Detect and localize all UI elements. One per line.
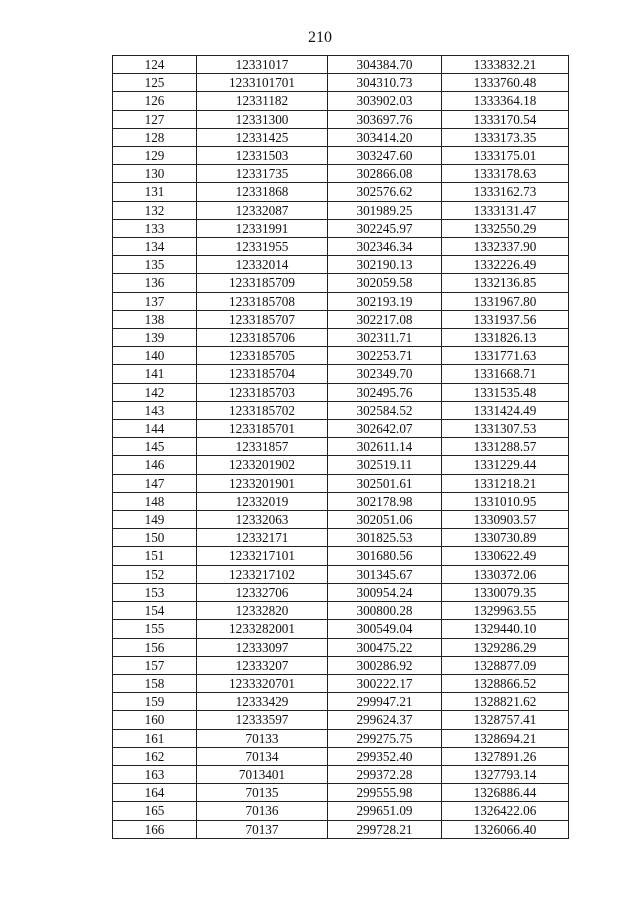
point-code-cell: 1233101701 — [197, 74, 328, 92]
y-coordinate-cell: 1328821.62 — [442, 693, 569, 711]
point-number-cell: 131 — [113, 183, 197, 201]
point-code-cell: 70133 — [197, 729, 328, 747]
x-coordinate-cell: 300954.24 — [328, 583, 442, 601]
point-number-cell: 144 — [113, 420, 197, 438]
x-coordinate-cell: 301825.53 — [328, 529, 442, 547]
point-number-cell: 143 — [113, 401, 197, 419]
table-row — [113, 401, 569, 419]
point-code-cell: 12331991 — [197, 219, 328, 237]
y-coordinate-cell: 1333364.18 — [442, 92, 569, 110]
point-number-cell: 134 — [113, 238, 197, 256]
y-coordinate-cell: 1331288.57 — [442, 438, 569, 456]
y-coordinate-cell: 1327891.26 — [442, 747, 569, 765]
table-row — [113, 547, 569, 565]
point-number-cell: 137 — [113, 292, 197, 310]
x-coordinate-cell: 300222.17 — [328, 674, 442, 692]
point-code-cell: 70137 — [197, 820, 328, 838]
table-row — [113, 365, 569, 383]
y-coordinate-cell: 1331424.49 — [442, 401, 569, 419]
point-number-cell: 161 — [113, 729, 197, 747]
point-number-cell: 158 — [113, 674, 197, 692]
table-row — [113, 256, 569, 274]
y-coordinate-cell: 1330079.35 — [442, 583, 569, 601]
point-code-cell: 12332706 — [197, 583, 328, 601]
y-coordinate-cell: 1331771.63 — [442, 347, 569, 365]
x-coordinate-cell: 300286.92 — [328, 656, 442, 674]
point-code-cell: 12333429 — [197, 693, 328, 711]
point-number-cell: 142 — [113, 383, 197, 401]
x-coordinate-cell: 302253.71 — [328, 347, 442, 365]
point-code-cell: 12332820 — [197, 602, 328, 620]
point-code-cell: 12333597 — [197, 711, 328, 729]
y-coordinate-cell: 1333832.21 — [442, 56, 569, 74]
point-number-cell: 132 — [113, 201, 197, 219]
point-number-cell: 140 — [113, 347, 197, 365]
point-code-cell: 1233185704 — [197, 365, 328, 383]
point-code-cell: 12333207 — [197, 656, 328, 674]
x-coordinate-cell: 299624.37 — [328, 711, 442, 729]
y-coordinate-cell: 1330730.89 — [442, 529, 569, 547]
point-code-cell: 1233217101 — [197, 547, 328, 565]
point-code-cell: 1233282001 — [197, 620, 328, 638]
table-row — [113, 529, 569, 547]
table-row — [113, 165, 569, 183]
point-number-cell: 146 — [113, 456, 197, 474]
x-coordinate-cell: 299352.40 — [328, 747, 442, 765]
x-coordinate-cell: 300549.04 — [328, 620, 442, 638]
point-number-cell: 165 — [113, 802, 197, 820]
point-number-cell: 147 — [113, 474, 197, 492]
y-coordinate-cell: 1333173.35 — [442, 128, 569, 146]
table-row — [113, 147, 569, 165]
x-coordinate-cell: 304384.70 — [328, 56, 442, 74]
table-row — [113, 438, 569, 456]
x-coordinate-cell: 302642.07 — [328, 420, 442, 438]
table-row — [113, 784, 569, 802]
point-code-cell: 12332087 — [197, 201, 328, 219]
table-row — [113, 110, 569, 128]
table-row — [113, 74, 569, 92]
x-coordinate-cell: 304310.73 — [328, 74, 442, 92]
x-coordinate-cell: 302245.97 — [328, 219, 442, 237]
x-coordinate-cell: 302584.52 — [328, 401, 442, 419]
y-coordinate-cell: 1327793.14 — [442, 765, 569, 783]
page-number: 210 — [308, 29, 332, 46]
x-coordinate-cell: 302866.08 — [328, 165, 442, 183]
x-coordinate-cell: 303247.60 — [328, 147, 442, 165]
y-coordinate-cell: 1331668.71 — [442, 365, 569, 383]
point-number-cell: 127 — [113, 110, 197, 128]
y-coordinate-cell: 1331218.21 — [442, 474, 569, 492]
point-code-cell: 70136 — [197, 802, 328, 820]
point-code-cell: 1233201901 — [197, 474, 328, 492]
x-coordinate-cell: 299372.28 — [328, 765, 442, 783]
y-coordinate-cell: 1329963.55 — [442, 602, 569, 620]
table-row — [113, 474, 569, 492]
point-code-cell: 12331857 — [197, 438, 328, 456]
y-coordinate-cell: 1330622.49 — [442, 547, 569, 565]
y-coordinate-cell: 1329440.10 — [442, 620, 569, 638]
point-number-cell: 149 — [113, 511, 197, 529]
table-row — [113, 511, 569, 529]
point-code-cell: 12331017 — [197, 56, 328, 74]
table-row — [113, 802, 569, 820]
point-code-cell: 12332171 — [197, 529, 328, 547]
point-code-cell: 12332014 — [197, 256, 328, 274]
table-row — [113, 274, 569, 292]
point-number-cell: 136 — [113, 274, 197, 292]
table-row — [113, 183, 569, 201]
point-code-cell: 12331182 — [197, 92, 328, 110]
point-number-cell: 166 — [113, 820, 197, 838]
y-coordinate-cell: 1333162.73 — [442, 183, 569, 201]
table-row — [113, 347, 569, 365]
point-code-cell: 70134 — [197, 747, 328, 765]
point-number-cell: 159 — [113, 693, 197, 711]
point-number-cell: 148 — [113, 492, 197, 510]
x-coordinate-cell: 302576.62 — [328, 183, 442, 201]
y-coordinate-cell: 1330903.57 — [442, 511, 569, 529]
point-number-cell: 162 — [113, 747, 197, 765]
x-coordinate-cell: 300800.28 — [328, 602, 442, 620]
y-coordinate-cell: 1329286.29 — [442, 638, 569, 656]
table-row — [113, 693, 569, 711]
point-number-cell: 163 — [113, 765, 197, 783]
point-number-cell: 138 — [113, 310, 197, 328]
y-coordinate-cell: 1326422.06 — [442, 802, 569, 820]
y-coordinate-cell: 1333760.48 — [442, 74, 569, 92]
point-code-cell: 1233185706 — [197, 329, 328, 347]
point-number-cell: 164 — [113, 784, 197, 802]
table-row — [113, 765, 569, 783]
point-number-cell: 125 — [113, 74, 197, 92]
point-code-cell: 12333097 — [197, 638, 328, 656]
x-coordinate-cell: 301680.56 — [328, 547, 442, 565]
x-coordinate-cell: 302519.11 — [328, 456, 442, 474]
point-code-cell: 1233185707 — [197, 310, 328, 328]
point-number-cell: 129 — [113, 147, 197, 165]
point-number-cell: 124 — [113, 56, 197, 74]
table-row — [113, 674, 569, 692]
point-number-cell: 135 — [113, 256, 197, 274]
x-coordinate-cell: 299275.75 — [328, 729, 442, 747]
y-coordinate-cell: 1328694.21 — [442, 729, 569, 747]
y-coordinate-cell: 1333131.47 — [442, 201, 569, 219]
y-coordinate-cell: 1326066.40 — [442, 820, 569, 838]
point-code-cell: 70135 — [197, 784, 328, 802]
point-code-cell: 1233185708 — [197, 292, 328, 310]
x-coordinate-cell: 303414.20 — [328, 128, 442, 146]
table-row — [113, 820, 569, 838]
y-coordinate-cell: 1331826.13 — [442, 329, 569, 347]
x-coordinate-cell: 302349.70 — [328, 365, 442, 383]
table-row — [113, 638, 569, 656]
point-code-cell: 12331735 — [197, 165, 328, 183]
y-coordinate-cell: 1331307.53 — [442, 420, 569, 438]
point-number-cell: 157 — [113, 656, 197, 674]
point-number-cell: 154 — [113, 602, 197, 620]
x-coordinate-cell: 302190.13 — [328, 256, 442, 274]
x-coordinate-cell: 303697.76 — [328, 110, 442, 128]
table-body — [113, 56, 569, 839]
point-number-cell: 128 — [113, 128, 197, 146]
x-coordinate-cell: 302495.76 — [328, 383, 442, 401]
table-row — [113, 238, 569, 256]
y-coordinate-cell: 1326886.44 — [442, 784, 569, 802]
table-row — [113, 565, 569, 583]
table-row — [113, 456, 569, 474]
x-coordinate-cell: 302501.61 — [328, 474, 442, 492]
point-code-cell: 1233185709 — [197, 274, 328, 292]
table-row — [113, 583, 569, 601]
point-code-cell: 1233185703 — [197, 383, 328, 401]
table-row — [113, 310, 569, 328]
point-number-cell: 151 — [113, 547, 197, 565]
table-row — [113, 656, 569, 674]
x-coordinate-cell: 301345.67 — [328, 565, 442, 583]
point-code-cell: 12332019 — [197, 492, 328, 510]
y-coordinate-cell: 1331535.48 — [442, 383, 569, 401]
table-row — [113, 201, 569, 219]
y-coordinate-cell: 1332136.85 — [442, 274, 569, 292]
y-coordinate-cell: 1333170.54 — [442, 110, 569, 128]
y-coordinate-cell: 1332226.49 — [442, 256, 569, 274]
y-coordinate-cell: 1331937.56 — [442, 310, 569, 328]
x-coordinate-cell: 302217.08 — [328, 310, 442, 328]
point-number-cell: 155 — [113, 620, 197, 638]
x-coordinate-cell: 299651.09 — [328, 802, 442, 820]
point-number-cell: 133 — [113, 219, 197, 237]
point-code-cell: 12331425 — [197, 128, 328, 146]
point-number-cell: 150 — [113, 529, 197, 547]
table-row — [113, 56, 569, 74]
y-coordinate-cell: 1328866.52 — [442, 674, 569, 692]
point-number-cell: 139 — [113, 329, 197, 347]
point-number-cell: 156 — [113, 638, 197, 656]
x-coordinate-cell: 299947.21 — [328, 693, 442, 711]
point-number-cell: 153 — [113, 583, 197, 601]
point-number-cell: 160 — [113, 711, 197, 729]
point-code-cell: 12332063 — [197, 511, 328, 529]
y-coordinate-cell: 1328757.41 — [442, 711, 569, 729]
point-number-cell: 130 — [113, 165, 197, 183]
y-coordinate-cell: 1331010.95 — [442, 492, 569, 510]
table-row — [113, 711, 569, 729]
table-row — [113, 492, 569, 510]
x-coordinate-cell: 303902.03 — [328, 92, 442, 110]
point-number-cell: 152 — [113, 565, 197, 583]
table-row — [113, 747, 569, 765]
x-coordinate-cell: 302611.14 — [328, 438, 442, 456]
y-coordinate-cell: 1333178.63 — [442, 165, 569, 183]
coordinates-table — [112, 55, 569, 839]
y-coordinate-cell: 1331229.44 — [442, 456, 569, 474]
y-coordinate-cell: 1331967.80 — [442, 292, 569, 310]
point-code-cell: 12331955 — [197, 238, 328, 256]
table-row — [113, 92, 569, 110]
y-coordinate-cell: 1332550.29 — [442, 219, 569, 237]
point-number-cell: 126 — [113, 92, 197, 110]
table-row — [113, 383, 569, 401]
y-coordinate-cell: 1330372.06 — [442, 565, 569, 583]
y-coordinate-cell: 1328877.09 — [442, 656, 569, 674]
point-number-cell: 141 — [113, 365, 197, 383]
x-coordinate-cell: 302059.58 — [328, 274, 442, 292]
point-code-cell: 1233320701 — [197, 674, 328, 692]
table-row — [113, 620, 569, 638]
x-coordinate-cell: 302051.06 — [328, 511, 442, 529]
x-coordinate-cell: 302311.71 — [328, 329, 442, 347]
table-row — [113, 329, 569, 347]
point-code-cell: 1233185705 — [197, 347, 328, 365]
point-code-cell: 1233201902 — [197, 456, 328, 474]
y-coordinate-cell: 1333175.01 — [442, 147, 569, 165]
y-coordinate-cell: 1332337.90 — [442, 238, 569, 256]
table-row — [113, 128, 569, 146]
point-code-cell: 12331300 — [197, 110, 328, 128]
x-coordinate-cell: 299555.98 — [328, 784, 442, 802]
table-row — [113, 729, 569, 747]
point-number-cell: 145 — [113, 438, 197, 456]
x-coordinate-cell: 302346.34 — [328, 238, 442, 256]
point-code-cell: 1233185702 — [197, 401, 328, 419]
x-coordinate-cell: 302178.98 — [328, 492, 442, 510]
table-row — [113, 292, 569, 310]
table-row — [113, 420, 569, 438]
point-code-cell: 7013401 — [197, 765, 328, 783]
x-coordinate-cell: 300475.22 — [328, 638, 442, 656]
point-code-cell: 12331503 — [197, 147, 328, 165]
point-code-cell: 1233185701 — [197, 420, 328, 438]
x-coordinate-cell: 299728.21 — [328, 820, 442, 838]
table-row — [113, 219, 569, 237]
point-code-cell: 12331868 — [197, 183, 328, 201]
table-row — [113, 602, 569, 620]
x-coordinate-cell: 301989.25 — [328, 201, 442, 219]
point-code-cell: 1233217102 — [197, 565, 328, 583]
x-coordinate-cell: 302193.19 — [328, 292, 442, 310]
